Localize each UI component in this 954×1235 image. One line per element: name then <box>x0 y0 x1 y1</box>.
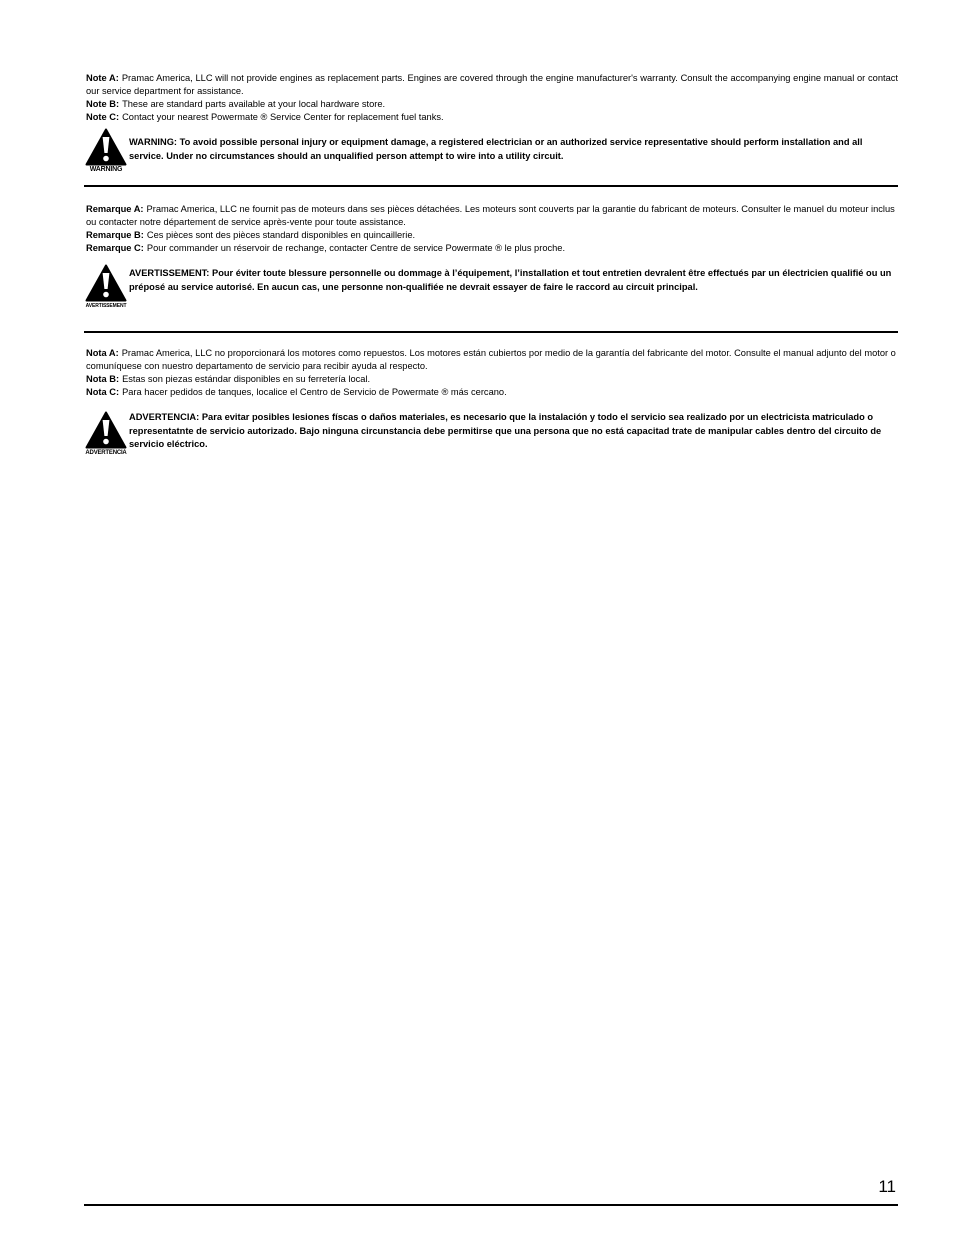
note-label: Remarque A: <box>86 204 144 214</box>
note-text: Estas son piezas estándar disponibles en su ferretería local. <box>122 374 371 384</box>
english-notes <box>86 72 898 124</box>
note-text: Para hacer pedidos de tanques, localice el Centro de Servicio de Powermate ® más cercano. <box>122 387 507 397</box>
warning-triangle-icon <box>84 411 128 457</box>
warning-icon-caption: AVERTISSEMENT <box>85 303 127 309</box>
page-number: 11 <box>878 1177 896 1196</box>
note-label: Nota C: <box>86 387 120 397</box>
warning-triangle-icon <box>84 128 128 174</box>
note-text: Contact your nearest Powermate ® Service Center for replacement fuel tanks. <box>122 112 444 122</box>
spanish-notes <box>86 347 898 399</box>
remarque-b <box>86 229 898 242</box>
warning-icon-caption: WARNING <box>89 166 123 173</box>
note-label: Nota B: <box>86 374 120 384</box>
warning-text: WARNING: To avoid possible personal injury or equipment damage, a registered electrician or an authorized service representative should perform installation and all service. Under no circumstances should an unqualified person attempt to wire into a utility circuit. <box>129 137 863 161</box>
remarque-c <box>86 242 898 255</box>
section-divider <box>84 331 898 333</box>
note-label: Remarque C: <box>86 243 144 253</box>
warning-triangle-icon <box>84 264 128 310</box>
warning-text: AVERTISSEMENT: Pour éviter toute blessure personnelle ou dommage à l’équipement, l’installation et tout entretien devralent être effectués par un électricien qualifié ou un préposé au service autorisé. En aucun cas, une personne non-qualifiée ne devrait essayer de faire le raccord au circuit principal. <box>129 268 892 292</box>
note-label: Remarque B: <box>86 230 144 240</box>
note-label: Note C: <box>86 112 120 122</box>
note-label: Nota A: <box>86 348 119 358</box>
note-c <box>86 111 898 124</box>
note-text: Pour commander un réservoir de rechange, contacter Centre de service Powermate ® le plus proche. <box>146 243 566 253</box>
note-text: Pramac America, LLC will not provide engines as replacement parts. Engines are covered through the engine manufacturer's warranty. Consult the accompanying engine manual or contact our service department for assistance. <box>86 73 898 96</box>
warning-text: ADVERTENCIA: Para evitar posibles lesiones físcas o daños materiales, es necesario que la instalación y todo el servicio sea realizado por un electricista matriculado o representatnte de servicio autorizado. Bajo ninguna circunstancia debe permitirse que una persona que no está capacitad trate de manipular cables dentro del circuito de servicio eléctrico. <box>129 412 882 449</box>
note-text: Pramac America, LLC no proporcionará los motores como repuestos. Los motores están cubiertos por medio de la garantía del fabricante del motor. Consulte el manual adjunto del motor o comuníquese con nuestro departamento de servicio para recibir ayuda al respecto. <box>86 348 896 371</box>
section-divider <box>84 185 898 187</box>
note-text: Pramac America, LLC ne fournit pas de moteurs dans ses pièces détachées. Les moteurs sont couverts par la garantie du fabricant de moteurs. Consulter le manuel du moteur inclus ou contacter notre département de service après-vente pour toute assistance. <box>86 204 895 227</box>
footer-rule <box>84 1204 898 1206</box>
nota-b <box>86 373 898 386</box>
note-a <box>86 72 898 98</box>
note-label: Note B: <box>86 99 120 109</box>
warning-icon-caption: ADVERTENCIA <box>85 450 127 456</box>
nota-c <box>86 386 898 399</box>
remarque-a <box>86 203 898 229</box>
note-b <box>86 98 898 111</box>
french-notes <box>86 203 898 255</box>
note-text: Ces pièces sont des pièces standard disponibles en quincaillerie. <box>146 230 416 240</box>
nota-a <box>86 347 898 373</box>
note-text: These are standard parts available at your local hardware store. <box>122 99 386 109</box>
note-label: Note A: <box>86 73 119 83</box>
